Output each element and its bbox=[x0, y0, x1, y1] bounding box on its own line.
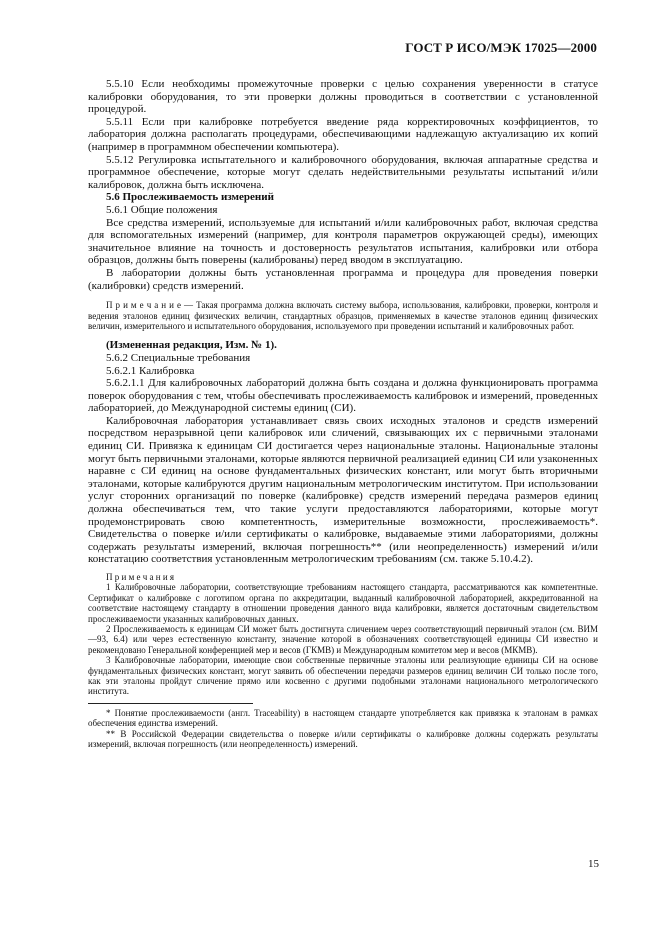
amendment-note: (Измененная редакция, Изм. № 1). bbox=[106, 339, 277, 352]
subsection-heading-5-6-2-1: 5.6.2.1 Калибровка bbox=[106, 364, 195, 377]
footnotes bbox=[88, 708, 598, 750]
page-number: 15 bbox=[588, 858, 599, 870]
subsection-heading-5-6-2: 5.6.2 Специальные требования bbox=[106, 351, 251, 364]
section-heading-5-6: 5.6 Прослеживаемость измерений bbox=[106, 191, 274, 204]
document-header: ГОСТ Р ИСО/МЭК 17025—2000 bbox=[405, 40, 597, 55]
footnote-divider bbox=[88, 703, 253, 704]
clause-5-6-2-1-1: 5.6.2.1.1 Для калибровочных лабораторий должна быть создана и должна функционировать программа поверок оборудования с тем, чтобы обеспечивать прослеживаемость калибровок и измерений, проведенных лабораторией, до Международной системы единиц (СИ). bbox=[88, 377, 598, 415]
note-label: П р и м е ч а н и е — bbox=[106, 300, 194, 311]
note-3: 3 Калибровочные лаборатории, имеющие свои собственные первичные эталоны или реализующие единицы СИ на основе фундаментальных физических констант, могут заявить об обеспечении передачи размеров единиц величин СИ только после того, как эти эталоны пройдут сличение прямо или косвенно с другими подобными эталонами национального метрологического института. bbox=[88, 655, 598, 697]
document-body bbox=[88, 78, 598, 750]
clause-5-5-12: 5.5.12 Регулировка испытательного и калибровочного оборудования, включая аппаратные средства и программное обеспечение, которые могут сделать недействительными результаты испытаний и/или калибровок, должна быть исключена. bbox=[88, 153, 598, 191]
clause-5-5-11: 5.5.11 Если при калибровке потребуется введение ряда корректировочных коэффициентов, то лаборатория должна располагать процедурами, обеспечивающими надлежащую актуализацию их копий (например в программном обеспечении компьютера). bbox=[88, 115, 598, 153]
subsection-heading-5-6-1: 5.6.1 Общие положения bbox=[106, 203, 218, 216]
note-text: Такая программа должна включать систему выбора, использования, калибровки, проверки, контроля и ведения эталонов единиц физических величин, стандартных образцов, применяемых в качестве эталонов единиц физических величин, измерительного и испытательного оборудования, используемого при проведении испытаний и калибровочных работ. bbox=[88, 300, 599, 331]
clause-5-6-1-text-a: Все средства измерений, используемые для испытаний и/или калибровочных работ, включая средства для вспомогательных измерений (например, для контроля параметров окружающей среды), имеющих значительное влияние на точность и достоверность результатов испытания, калибровки или отбора образцов, должны быть поверены (калиброваны) перед вводом в эксплуатацию. bbox=[88, 216, 598, 267]
clause-5-6-1-text-b: В лаборатории должны быть установленная программа и процедура для проведения поверки (калибровки) средств измерений. bbox=[88, 266, 598, 292]
note-2: 2 Прослеживаемость к единицам СИ может быть достигнута сличением через соответствующий первичный эталон (см. ВИМ—93, 6.4) или через естественную константу, значение которой в обозначениях соответствующей единицы СИ известно и рекомендовано Генеральной конференцией мер и весов (ГКМВ) и Международным комитетом мер и весов (МКМВ). bbox=[88, 624, 598, 655]
note-1: 1 Калибровочные лаборатории, соответствующие требованиям настоящего стандарта, рассматриваются как компетентные. Сертификат о калибровке с логотипом органа по аккредитации, выданный калибровочной лабораторией, аккредитованной на соответствие настоящему стандарту в отношении проведения данного вида калибровки, является достаточным свидетельством прослеживаемости указанных калибровочных данных. bbox=[88, 582, 598, 624]
clause-calibration-lab: Калибровочная лаборатория устанавливает связь своих исходных эталонов и средств измерений посредством неразрывной цепи калибровок или сличений, связывающих их с первичными эталонами единиц СИ. Привязка к единицам СИ достигается через национальные эталоны. Национальные эталоны могут быть первичными эталонами, которые являются первичной реализацией единиц СИ или узаконенных наравне с СИ единиц на основе фундаментальных физических констант, или могут быть вторичными эталонами, которые калибруются другим национальным метрологическим институтом. При использовании услуг сторонних организаций по поверке (калибровке) средств измерений передача размеров единиц должна обеспечиваться тем, что такие услуги предоставляются лабораториями, которые могут продемонстрировать свою компетентность, измерительные возможности, прослеживаемость*. Свидетельства о поверке и/или сертификаты о калибровке, выдаваемые этими лабораториями, должны содержать результаты измерений, включая погрешность** (или неопределенность) измерений и/или констатацию соответствия установленным метрологическим требованиям (см. также 5.10.4.2). bbox=[88, 414, 598, 566]
footnote-2: ** В Российской Федерации свидетельства о поверке и/или сертификаты о калибровке должны содержать результаты измерений, включая погрешность (или неопределенность) измерений. bbox=[88, 728, 598, 750]
footnote-1: * Понятие прослеживаемости (англ. Traceability) в настоящем стандарте употребляется как привязка к эталонам в рамках обеспечения единства измерений. bbox=[88, 707, 598, 729]
notes-heading: П р и м е ч а н и я bbox=[106, 572, 175, 582]
clause-5-5-10: 5.5.10 Если необходимы промежуточные проверки с целью сохранения уверенности в статусе калибровки оборудования, то эти проверки должны проводиться в соответствии с установленной процедурой. bbox=[88, 78, 598, 116]
note-program bbox=[88, 300, 598, 331]
